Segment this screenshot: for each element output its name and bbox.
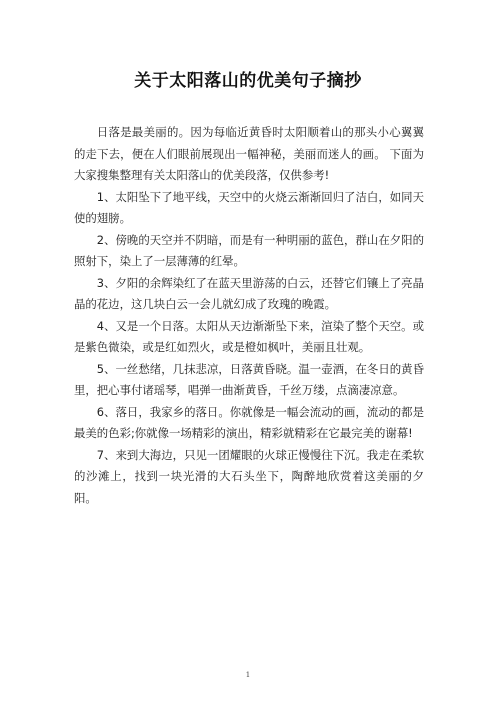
sentence-paragraph-7: 7、来到大海边，只见一团耀眼的火球正慢慢往下沉。我走在柔软的沙滩上，找到一块光滑的大石头坐下，陶醉地欣赏着这美丽的夕阳。 xyxy=(74,447,424,505)
sentence-paragraph-1: 1、太阳坠下了地平线，天空中的火烧云渐渐回归了洁白，如同天使的翅膀。 xyxy=(74,189,424,225)
sentence-paragraph-5: 5、一丝愁绪，几抹悲凉，日落黄昏晓。温一壶酒，在冬日的黄昏里，把心事付诸瑶琴，唱弹一曲渐黄昏，千丝万缕，点滴凄凉意。 xyxy=(74,361,424,397)
sentence-paragraph-3: 3、夕阳的余辉染红了在蓝天里游荡的白云，还替它们镶上了亮晶晶的花边，这几块白云一会儿就幻成了玫瑰的晚霞。 xyxy=(74,275,424,311)
intro-paragraph: 日落是最美丽的。因为每临近黄昏时太阳顺着山的那头小心翼翼的走下去，便在人们眼前展现出一幅神秘，美丽而迷人的画。 下面为大家搜集整理有关太阳落山的优美段落，仅供参考! xyxy=(74,125,424,182)
sentence-paragraph-2: 2、傍晚的天空并不阴暗，而是有一种明丽的蓝色，群山在夕阳的照射下，染上了一层薄薄的红晕。 xyxy=(74,232,424,268)
sentence-paragraph-4: 4、又是一个日落。太阳从天边渐渐坠下来，渲染了整个天空。或是紫色微染，或是红如烈火，或是橙如枫叶，美丽且壮观。 xyxy=(74,318,424,354)
document-title: 关于太阳落山的优美句子摘抄 xyxy=(134,71,362,91)
document-body xyxy=(74,122,424,509)
page-number: 1 xyxy=(245,671,251,679)
sentence-paragraph-6: 6、落日，我家乡的落日。你就像是一幅会流动的画，流动的都是最美的色彩;你就像一场精彩的演出，精彩就精彩在它最完美的谢幕! xyxy=(74,404,424,440)
